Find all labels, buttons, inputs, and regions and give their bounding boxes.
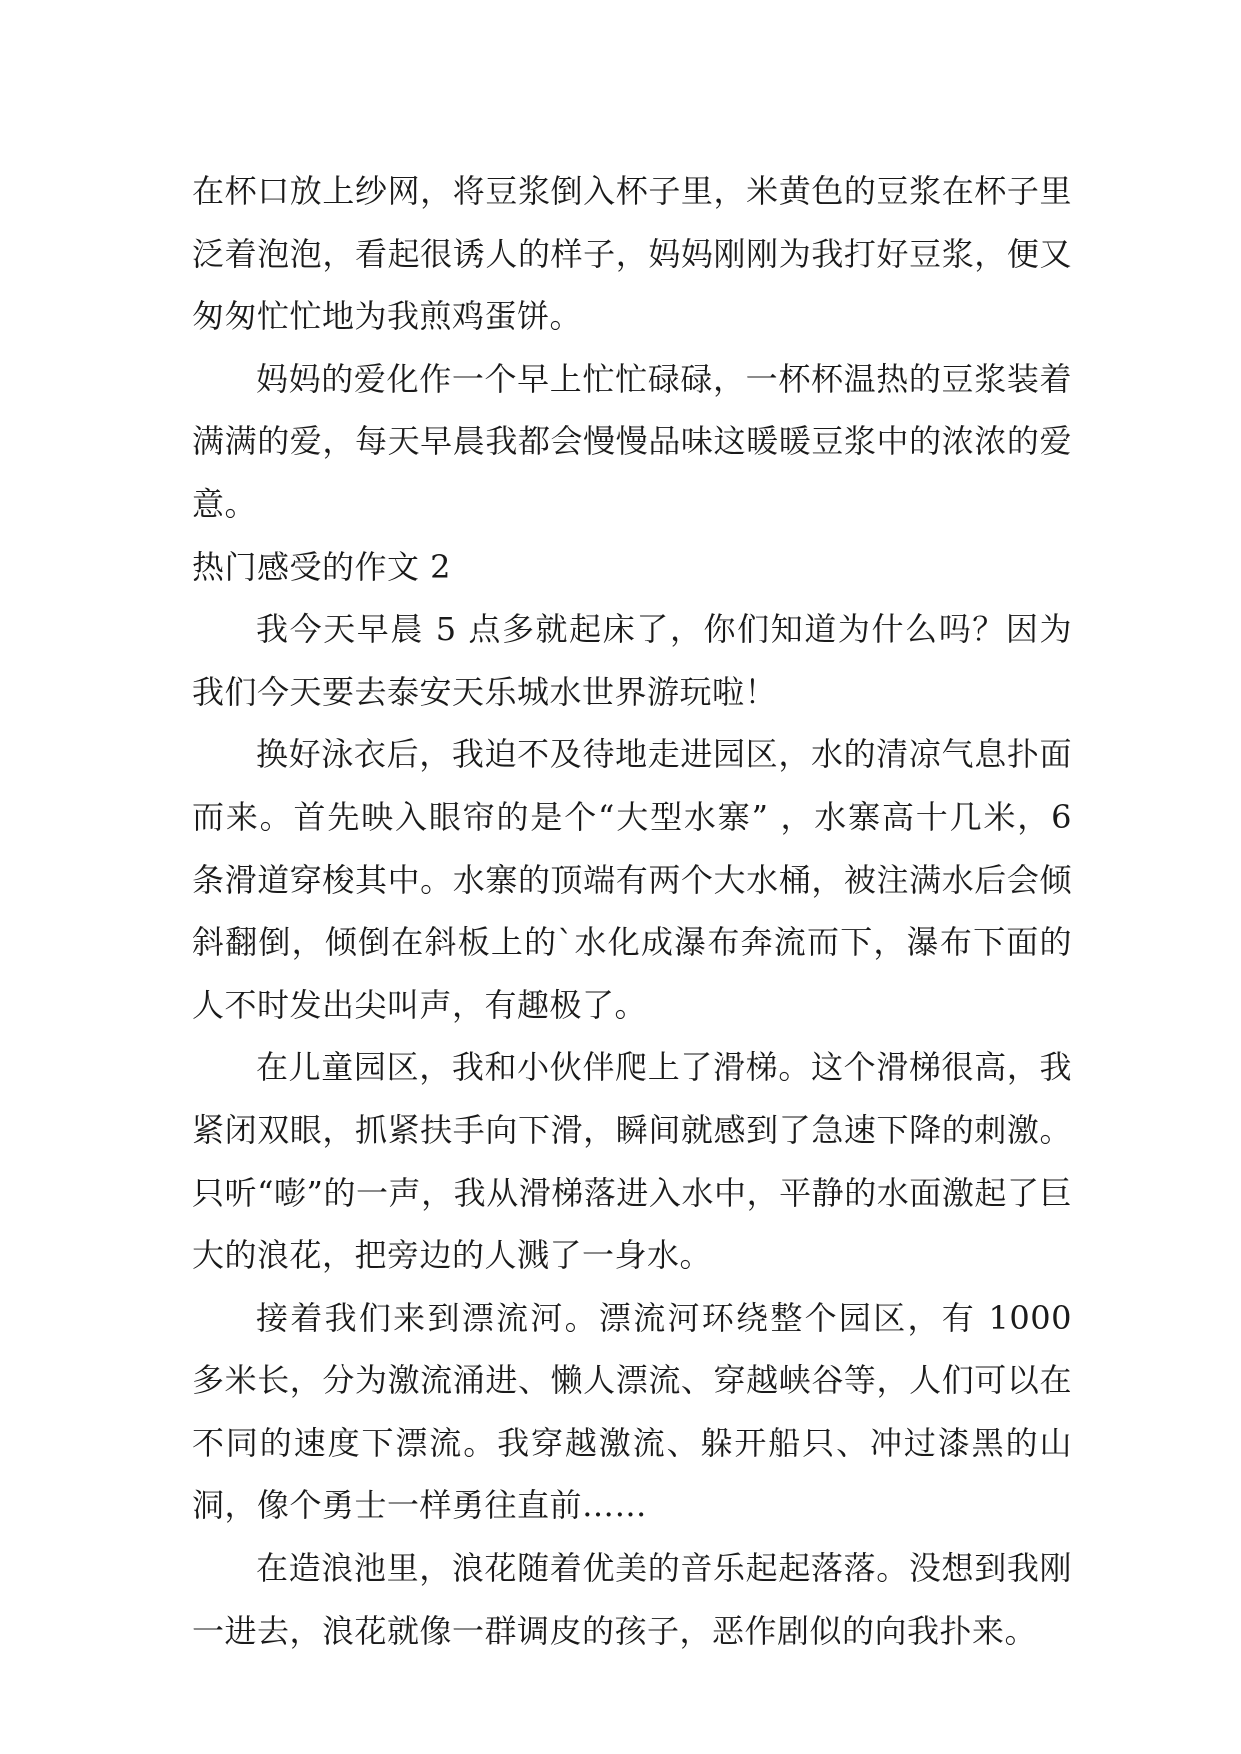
paragraph: 在造浪池里，浪花随着优美的音乐起起落落。没想到我刚一进去，浪花就像一群调皮的孩子，恶作剧似的向我扑来。 — [192, 1549, 1072, 1650]
paragraph: 接着我们来到漂流河。漂流河环绕整个园区，有 1000 多米长，分为激流涌进、懒人漂流、穿越峡谷等，人们可以在不同的速度下漂流。我穿越激流、躲开船只、冲过漆黑的山洞，像个勇士一样勇往直前…… — [192, 1298, 1072, 1525]
paragraph: 妈妈的爱化作一个早上忙忙碌碌，一杯杯温热的豆浆装着满满的爱，每天早晨我都会慢慢品味这暖暖豆浆中的浓浓的爱意。 — [192, 359, 1072, 523]
paragraph: 我今天早晨 5 点多就起床了，你们知道为什么吗？因为我们今天要去泰安天乐城水世界游玩啦！ — [192, 610, 1072, 711]
paragraph: 在杯口放上纱网，将豆浆倒入杯子里，米黄色的豆浆在杯子里泛着泡泡，看起很诱人的样子，妈妈刚刚为我打好豆浆，便又匆匆忙忙地为我煎鸡蛋饼。 — [192, 172, 1072, 336]
document-body — [192, 160, 1072, 1662]
paragraph: 在儿童园区，我和小伙伴爬上了滑梯。这个滑梯很高，我紧闭双眼，抓紧扶手向下滑，瞬间就感到了急速下降的刺激。只听“嘭”的一声，我从滑梯落进入水中，平静的水面激起了巨大的浪花，把旁边的人溅了一身水。 — [192, 1048, 1072, 1275]
paragraph: 换好泳衣后，我迫不及待地走进园区，水的清凉气息扑面而来。首先映入眼帘的是个“大型水寨” ，水寨高十几米，6 条滑道穿梭其中。水寨的顶端有两个大水桶，被注满水后会倾斜翻倒，倾倒在斜板上的`水化成瀑布奔流而下，瀑布下面的人不时发出尖叫声，有趣极了。 — [192, 735, 1072, 1024]
section-heading: 热门感受的作文 2 — [192, 547, 452, 586]
